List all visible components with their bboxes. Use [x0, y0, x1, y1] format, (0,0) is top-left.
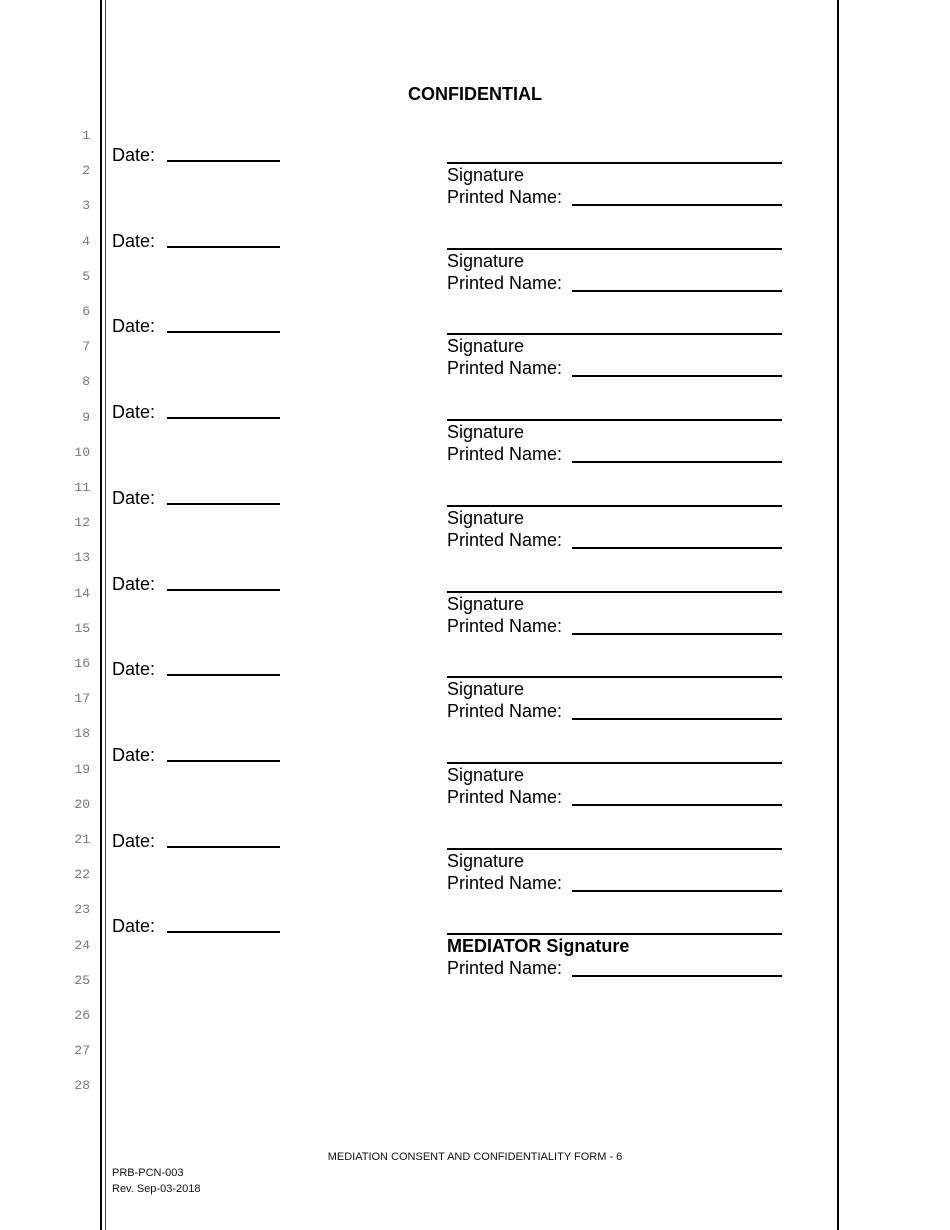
left-margin-rule-inner	[105, 0, 106, 1230]
date-blank-line[interactable]	[167, 589, 280, 591]
date-field	[112, 574, 155, 594]
signature-line[interactable]	[447, 848, 782, 850]
printed-name-line[interactable]	[572, 204, 782, 206]
signature-label: Signature	[447, 422, 525, 443]
party-signature-block	[447, 591, 782, 639]
line-number: 17	[74, 691, 90, 707]
line-number: 7	[82, 339, 90, 355]
line-number: 3	[82, 198, 90, 214]
printed-name-label: Printed Name:	[447, 701, 563, 722]
date-field	[112, 145, 155, 165]
party-signature-block	[447, 505, 782, 553]
line-number: 16	[74, 656, 90, 671]
line-number: 6	[82, 304, 90, 319]
signature-label: Signature	[447, 593, 525, 614]
date-blank-line[interactable]	[167, 674, 280, 676]
line-number: 27	[74, 1043, 90, 1059]
date-field	[112, 488, 155, 508]
date-blank-line[interactable]	[167, 417, 280, 419]
line-number: 24	[74, 937, 90, 953]
printed-name-line[interactable]	[572, 718, 782, 720]
signature-label: Signature	[447, 165, 525, 185]
page-title: CONFIDENTIAL	[408, 84, 542, 104]
line-number: 20	[74, 796, 90, 812]
date-label: Date:	[112, 659, 156, 680]
party-signature-block	[447, 333, 782, 381]
line-number: 2	[82, 163, 90, 179]
signature-label: Signature	[447, 679, 525, 700]
printed-name-line[interactable]	[572, 461, 782, 463]
line-number: 18	[74, 726, 90, 742]
date-blank-line[interactable]	[167, 160, 280, 162]
date-blank-line[interactable]	[167, 331, 280, 333]
line-number: 8	[82, 374, 90, 390]
printed-name-label: Printed Name:	[447, 358, 563, 379]
printed-name-line[interactable]	[572, 890, 782, 892]
date-blank-line[interactable]	[167, 760, 280, 762]
date-blank-line[interactable]	[167, 846, 280, 848]
date-field	[112, 916, 155, 936]
signature-line[interactable]	[447, 419, 782, 421]
footer-revision: Rev. Sep-03-2018	[112, 1183, 201, 1195]
signature-label: Signature	[447, 850, 525, 871]
footer-form-id: PRB-PCN-003	[112, 1167, 184, 1179]
line-number: 13	[74, 550, 90, 566]
signature-label: Signature	[447, 336, 525, 357]
signature-line[interactable]	[447, 162, 782, 164]
printed-name-line[interactable]	[572, 633, 782, 635]
date-field	[112, 659, 155, 679]
party-signature-block	[447, 676, 782, 724]
date-blank-line[interactable]	[167, 931, 280, 933]
line-number: 14	[74, 585, 90, 601]
date-label: Date:	[112, 145, 156, 165]
line-number: 9	[82, 409, 90, 425]
date-field	[112, 402, 155, 422]
date-label: Date:	[112, 830, 156, 851]
printed-name-line[interactable]	[572, 975, 782, 977]
right-margin-rule	[837, 0, 839, 1230]
date-label: Date:	[112, 402, 156, 423]
line-number: 11	[74, 480, 90, 495]
signature-line[interactable]	[447, 505, 782, 507]
signature-line[interactable]	[447, 762, 782, 764]
printed-name-label: Printed Name:	[447, 444, 563, 465]
line-number: 21	[74, 832, 90, 847]
date-field	[112, 316, 155, 336]
printed-name-line[interactable]	[572, 290, 782, 292]
line-number: 22	[74, 867, 90, 883]
date-field	[112, 231, 155, 251]
line-number: 19	[74, 761, 90, 777]
printed-name-label: Printed Name:	[447, 187, 563, 207]
line-number: 23	[74, 902, 90, 918]
line-number: 5	[82, 268, 90, 284]
date-blank-line[interactable]	[167, 503, 280, 505]
printed-name-label: Printed Name:	[447, 615, 563, 636]
line-number: 25	[74, 972, 90, 988]
party-signature-block	[447, 248, 782, 296]
line-number: 15	[74, 620, 90, 636]
printed-name-label: Printed Name:	[447, 958, 563, 979]
signature-line[interactable]	[447, 933, 782, 935]
printed-name-label: Printed Name:	[447, 786, 563, 807]
party-signature-block	[447, 848, 782, 896]
party-signature-block	[447, 419, 782, 467]
date-label: Date:	[112, 316, 156, 337]
line-number: 28	[74, 1078, 90, 1094]
signature-label: Signature	[447, 507, 525, 528]
date-label: Date:	[112, 744, 156, 765]
date-field	[112, 831, 155, 851]
date-label: Date:	[112, 573, 156, 594]
date-label: Date:	[112, 916, 156, 937]
party-signature-block	[447, 762, 782, 810]
signature-line[interactable]	[447, 676, 782, 678]
printed-name-line[interactable]	[572, 804, 782, 806]
printed-name-line[interactable]	[572, 547, 782, 549]
printed-name-label: Printed Name:	[447, 529, 563, 550]
printed-name-line[interactable]	[572, 375, 782, 377]
left-margin-rule-outer	[100, 0, 102, 1230]
signature-label: MEDIATOR Signature	[447, 936, 630, 957]
line-number: 12	[74, 515, 90, 531]
signature-label: Signature	[447, 250, 525, 271]
signature-line[interactable]	[447, 591, 782, 593]
line-number: 1	[82, 128, 90, 143]
printed-name-label: Printed Name:	[447, 872, 563, 893]
line-number: 26	[74, 1008, 90, 1023]
signature-label: Signature	[447, 764, 525, 785]
party-signature-block	[447, 162, 782, 210]
line-number: 10	[74, 444, 90, 460]
printed-name-label: Printed Name:	[447, 272, 563, 293]
line-number: 4	[82, 233, 90, 249]
signature-line[interactable]	[447, 248, 782, 250]
date-label: Date:	[112, 487, 156, 508]
signature-line[interactable]	[447, 333, 782, 335]
date-blank-line[interactable]	[167, 246, 280, 248]
date-field	[112, 745, 155, 765]
footer-title: MEDIATION CONSENT AND CONFIDENTIALITY FORM - 6	[327, 1151, 623, 1163]
mediator-signature-block	[447, 933, 782, 981]
date-label: Date:	[112, 230, 156, 251]
